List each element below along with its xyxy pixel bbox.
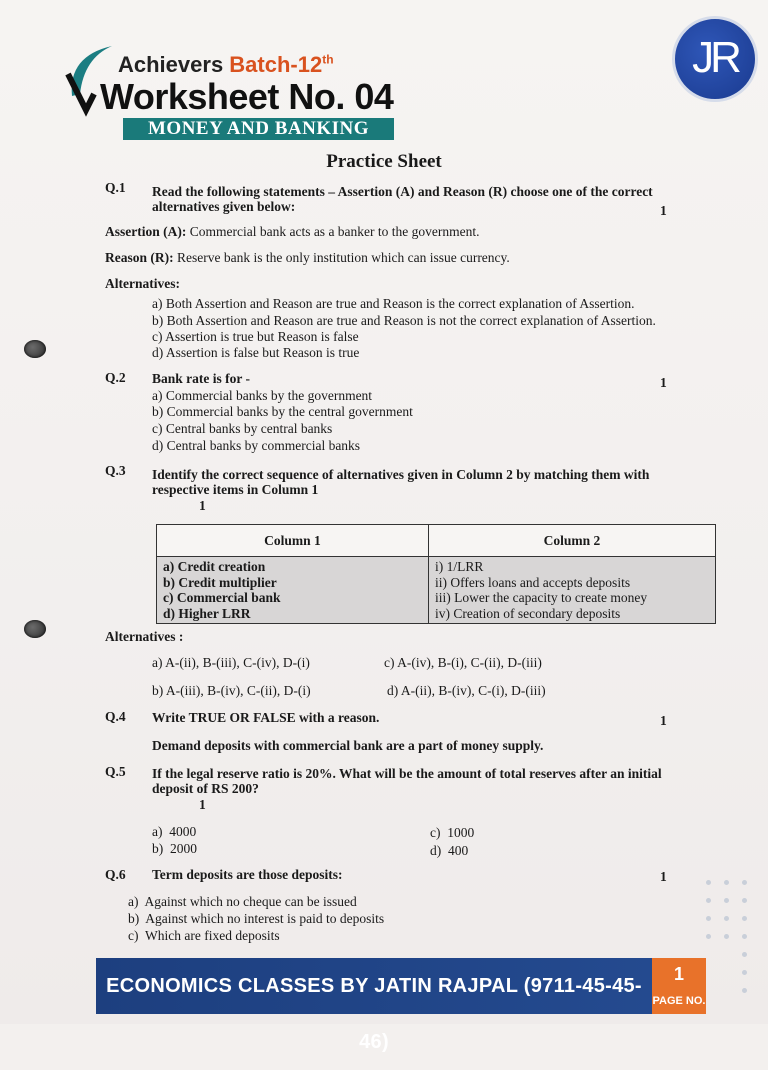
q6-text: Term deposits are those deposits: — [152, 867, 343, 882]
q3-text-line2: respective items in Column 1 — [152, 482, 319, 497]
q1-assertion: Assertion (A): Commercial bank acts as a banker to the government. — [105, 224, 480, 239]
q5-option: c) 1000 — [430, 825, 475, 840]
q1-number: Q.1 — [105, 180, 126, 195]
q2-text: Bank rate is for - — [152, 371, 250, 386]
q2-marks: 1 — [660, 375, 667, 390]
jr-logo-icon: JR — [672, 16, 758, 102]
q5-number: Q.5 — [105, 764, 126, 779]
q5-option: a) 4000 — [152, 824, 197, 839]
q3-option: d) A-(ii), B-(iv), C-(i), D-(iii) — [387, 683, 546, 698]
q5-text-line2: deposit of RS 200? — [152, 781, 259, 796]
column1-header: Column 1 — [157, 525, 429, 557]
q4-marks: 1 — [660, 713, 667, 728]
page-title: Practice Sheet — [326, 151, 442, 172]
q5-option: b) 2000 — [152, 841, 197, 856]
column1-item: b) Credit multiplier — [163, 574, 277, 590]
column2-item: iv) Creation of secondary deposits — [435, 605, 621, 621]
q5-text-line1: If the legal reserve ratio is 20%. What will be the amount of total reserves after an initial — [152, 766, 662, 781]
q1-option: a) Both Assertion and Reason are true and Reason is the correct explanation of Assertion. — [152, 296, 635, 311]
q3-option: b) A-(iii), B-(iv), C-(ii), D-(i) — [152, 683, 311, 698]
q4-text: Write TRUE OR FALSE with a reason. — [152, 710, 380, 725]
q2-option: d) Central banks by commercial banks — [152, 438, 361, 453]
column1-item: d) Higher LRR — [163, 605, 251, 621]
q4-statement: Demand deposits with commercial bank are a part of money supply. — [152, 738, 544, 753]
q1-option: b) Both Assertion and Reason are true and Reason is not the correct explanation of Assertion. — [152, 313, 656, 328]
q3-marks: 1 — [199, 498, 206, 513]
q3-option: a) A-(ii), B-(iii), C-(iv), D-(i) — [152, 655, 310, 670]
q6-marks: 1 — [660, 869, 667, 884]
q1-text-line1: Read the following statements – Assertion (A) and Reason (R) choose one of the correct — [152, 184, 653, 199]
q2-option: a) Commercial banks by the government — [152, 388, 373, 403]
q3-number: Q.3 — [105, 463, 126, 478]
page-number: 1 — [673, 964, 684, 984]
q1-alternatives-label: Alternatives: — [105, 276, 180, 291]
column1-item: a) Credit creation — [163, 559, 266, 574]
q3-option: c) A-(iv), B-(i), C-(ii), D-(iii) — [384, 655, 542, 670]
q6-option: c) Which are fixed deposits — [128, 928, 280, 943]
column2-item: ii) Offers loans and accepts deposits — [435, 574, 631, 590]
subject-banner: MONEY AND BANKING — [123, 118, 394, 140]
q1-reason: Reason (R): Reserve bank is the only institution which can issue currency. — [105, 250, 510, 265]
column2-item: i) 1/LRR — [435, 559, 484, 574]
matching-table — [156, 524, 716, 624]
q6-number: Q.6 — [105, 867, 126, 882]
page-number-box — [652, 958, 706, 1014]
q1-text-line2: alternatives given below: — [152, 199, 296, 214]
q6-option: a) Against which no cheque can be issued — [128, 894, 357, 909]
q4-number: Q.4 — [105, 709, 126, 724]
q1-option: d) Assertion is false but Reason is true — [152, 345, 360, 360]
q5-marks: 1 — [199, 797, 206, 812]
q3-text-line1: Identify the correct sequence of alternatives given in Column 2 by matching them with — [152, 467, 650, 482]
q6-option: b) Against which no interest is paid to deposits — [128, 911, 385, 926]
q2-option: b) Commercial banks by the central government — [152, 404, 413, 419]
column2-item: iii) Lower the capacity to create money — [435, 590, 648, 605]
page-label: PAGE NO. — [652, 995, 706, 1007]
punch-hole — [24, 620, 46, 638]
column1-cell — [157, 557, 429, 624]
worksheet-heading: Worksheet No. 04 — [100, 76, 394, 117]
footer-banner: ECONOMICS CLASSES BY JATIN RAJPAL (9711-45-45-46) — [96, 958, 652, 1014]
q5-option: d) 400 — [430, 843, 469, 858]
q1-marks: 1 — [660, 203, 667, 218]
q3-alternatives-label: Alternatives : — [105, 629, 184, 644]
batch-heading: Achievers Batch-12th — [118, 52, 334, 77]
q1-option: c) Assertion is true but Reason is false — [152, 329, 359, 344]
column2-cell — [429, 557, 716, 624]
q2-option: c) Central banks by central banks — [152, 421, 333, 436]
punch-hole — [24, 340, 46, 358]
q2-number: Q.2 — [105, 370, 126, 385]
column1-item: c) Commercial bank — [163, 590, 281, 605]
column2-header: Column 2 — [429, 525, 716, 557]
